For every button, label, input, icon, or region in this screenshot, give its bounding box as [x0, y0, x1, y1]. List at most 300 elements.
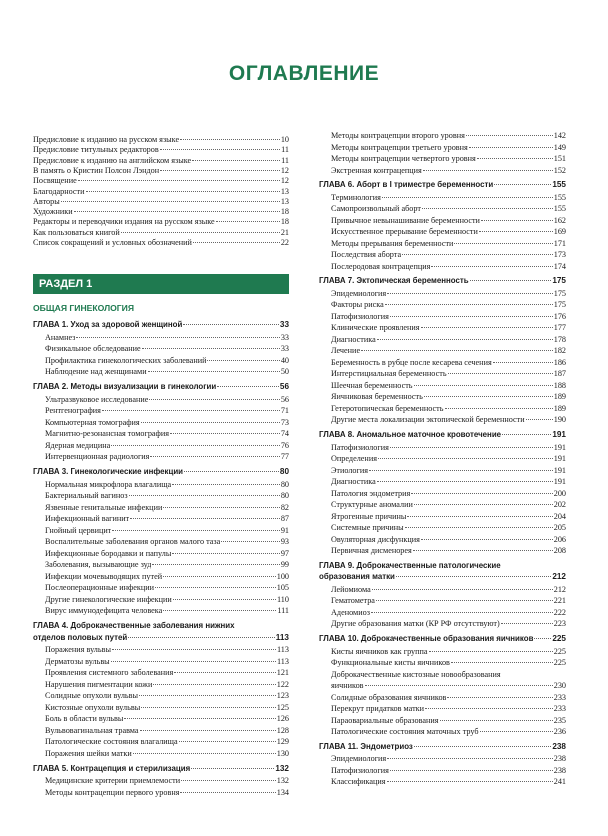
chapter-heading[interactable] [33, 382, 289, 392]
toc-page-number: 142 [553, 131, 566, 140]
toc-entry[interactable] [331, 619, 566, 629]
dot-leader [469, 147, 553, 148]
toc-entry-title: Аденомиоз [331, 607, 370, 617]
toc-entry[interactable] [331, 381, 566, 391]
toc-entry-title: Яичниковая беременность [331, 392, 423, 402]
dot-leader [470, 280, 552, 281]
toc-entry[interactable] [45, 367, 289, 377]
toc-entry-title: Рентгенография [45, 406, 101, 416]
chapter-heading[interactable] [33, 764, 289, 774]
toc-entry-title: Гетеротопическая беременность [331, 403, 444, 413]
dot-leader [192, 160, 280, 161]
toc-entry[interactable] [45, 480, 289, 490]
toc-page-number: 187 [553, 369, 566, 379]
toc-page-number: 176 [553, 311, 566, 321]
toc-page-number: 73 [280, 417, 289, 427]
dot-leader [181, 780, 276, 781]
toc-entry-title: Компьютерная томография [45, 417, 140, 427]
toc-entry[interactable] [331, 358, 566, 368]
dot-leader [184, 471, 279, 472]
toc-page-number: 13 [280, 196, 289, 206]
toc-entry-title: отделов половых путей [33, 632, 128, 642]
dot-leader [481, 220, 553, 221]
dot-leader [377, 339, 553, 340]
dot-leader [160, 149, 280, 150]
toc-page-number: 129 [276, 737, 289, 747]
dot-leader [424, 396, 553, 397]
toc-entry[interactable] [331, 289, 566, 299]
toc-entry-title: Поражения шейки матки [45, 748, 132, 758]
toc-page-number: 200 [553, 488, 566, 498]
toc-page-number: 97 [280, 548, 289, 558]
toc-entry-title: ГЛАВА 9. Доброкачественные патологические [319, 560, 501, 570]
toc-entry[interactable] [45, 491, 289, 501]
toc-entry-title: Художники [33, 207, 73, 217]
toc-entry-title: Методы контрацепции второго уровня [331, 131, 465, 140]
toc-page-number: 155 [553, 192, 566, 202]
toc-entry[interactable] [45, 788, 289, 798]
toc-entry-title: Другие места локализации эктопической беременности [331, 415, 525, 425]
front-matter-entry[interactable] [33, 187, 289, 197]
toc-entry-title: Кисты яичников как группа [331, 646, 428, 656]
toc-entry-title: ГЛАВА 2. Методы визуализации в гинекологии [33, 382, 217, 392]
dot-leader [493, 362, 553, 363]
dot-leader [371, 612, 553, 613]
toc-entry[interactable] [331, 716, 566, 726]
toc-entry[interactable] [331, 415, 566, 425]
dot-leader [102, 410, 280, 411]
toc-page-number: 11 [281, 145, 289, 155]
toc-page-number: 123 [276, 691, 289, 701]
toc-page-number: 238 [553, 754, 566, 764]
toc-entry[interactable] [331, 535, 566, 545]
dot-leader [191, 768, 274, 769]
toc-page-number: 126 [276, 714, 289, 724]
toc-entry-title: Беременность в рубце после кесарева сечения [331, 357, 492, 367]
dot-leader [112, 649, 276, 650]
dot-leader [207, 360, 279, 361]
front-matter-entry[interactable] [33, 135, 289, 145]
toc-page-number: 174 [553, 261, 566, 271]
chapter-heading[interactable] [319, 634, 566, 644]
toc-entry[interactable] [331, 143, 566, 153]
toc-entry[interactable] [45, 356, 289, 366]
toc-page-number: 11 [281, 155, 289, 165]
toc-page-number: 13 [280, 186, 289, 196]
chapter-heading[interactable] [33, 621, 289, 631]
dot-leader [74, 211, 280, 212]
toc-entry[interactable] [331, 323, 566, 333]
dot-leader [180, 139, 280, 140]
toc-entry-title: Вирус иммунодефицита человека [45, 606, 163, 616]
toc-page-number: 33 [279, 320, 289, 329]
toc-entry-title: Послеродовая контрацепция [331, 261, 431, 271]
dot-leader [445, 408, 553, 409]
toc-entry[interactable] [331, 335, 566, 345]
toc-entry-title: ГЛАВА 4. Доброкачественные заболевания нижних [33, 621, 235, 631]
toc-page-number: 205 [553, 523, 566, 533]
toc-entry-title: Язвенные генитальные инфекции [45, 502, 163, 512]
toc-page-number: 33 [280, 332, 289, 342]
toc-entry-title: Список сокращений и условных обозначений [33, 238, 192, 247]
dot-leader [139, 695, 276, 696]
dot-leader [160, 170, 280, 171]
dot-leader [172, 553, 279, 554]
toc-entry-title: Дерматозы вульвы [45, 656, 110, 666]
front-matter-entry[interactable] [33, 166, 289, 176]
dot-leader [180, 792, 275, 793]
dot-leader [183, 324, 279, 325]
dot-leader [155, 587, 276, 588]
toc-entry[interactable] [45, 691, 289, 701]
toc-entry[interactable] [45, 526, 289, 536]
toc-page-number: 189 [553, 392, 566, 402]
toc-entry-title: Эпидемиология [331, 754, 387, 764]
toc-page-number: 175 [553, 300, 566, 310]
toc-entry-title: Клинические проявления [331, 323, 420, 333]
toc-entry[interactable] [45, 395, 289, 405]
toc-entry[interactable] [331, 193, 566, 203]
toc-page-number: 238 [552, 741, 566, 751]
toc-entry[interactable] [45, 680, 289, 690]
dot-leader [413, 550, 553, 551]
toc-entry[interactable] [331, 300, 566, 310]
toc-page-number: 175 [552, 276, 566, 286]
toc-entry-title: Медицинские критерии приемлемости [45, 776, 181, 786]
toc-entry-title: Магнитно-резонансная томография [45, 429, 170, 439]
toc-page-number: 110 [277, 594, 289, 604]
toc-entry[interactable] [331, 262, 566, 272]
dot-leader [396, 576, 551, 577]
toc-entry[interactable] [331, 693, 566, 703]
toc-entry[interactable] [331, 670, 566, 680]
chapter-heading[interactable] [319, 180, 566, 190]
toc-entry[interactable] [45, 583, 289, 593]
toc-page-number: 186 [553, 357, 566, 367]
front-matter-entry[interactable] [33, 145, 289, 155]
toc-entry[interactable] [45, 549, 289, 559]
toc-page-number: 212 [552, 572, 566, 582]
toc-entry[interactable] [331, 608, 566, 618]
toc-page-number: 113 [275, 632, 289, 642]
dot-leader [112, 530, 280, 531]
toc-entry[interactable] [331, 227, 566, 237]
toc-page-number: 71 [280, 406, 289, 416]
toc-page-number: 173 [553, 250, 566, 260]
dot-leader [217, 386, 279, 387]
dot-leader [466, 135, 553, 136]
toc-entry[interactable] [45, 703, 289, 713]
dot-leader [129, 495, 280, 496]
toc-entry[interactable] [45, 441, 289, 451]
dot-leader [179, 741, 276, 742]
toc-entry[interactable] [45, 503, 289, 513]
toc-entry-title: Редакторы и переводчики издания на русском языке [33, 217, 215, 227]
dot-leader [153, 684, 275, 685]
toc-entry[interactable] [331, 392, 566, 402]
toc-entry[interactable] [45, 537, 289, 547]
toc-entry-title: Нарушения пигментации кожи [45, 679, 153, 689]
dot-leader [130, 518, 280, 519]
toc-entry-title: Перекрут придатков матки [331, 704, 425, 713]
toc-entry-title: Интерстициальная беременность [331, 369, 447, 379]
toc-entry-title: яичников [331, 681, 364, 690]
toc-entry[interactable] [331, 477, 566, 487]
dot-leader [361, 350, 553, 351]
toc-page-number: 178 [553, 334, 566, 344]
toc-entry[interactable] [331, 369, 566, 379]
toc-entry[interactable] [331, 239, 566, 249]
toc-entry[interactable] [331, 312, 566, 322]
dot-leader [149, 399, 279, 400]
toc-entry-title: ГЛАВА 5. Контрацепция и стерилизация [33, 763, 191, 773]
toc-page-number: 91 [280, 525, 289, 535]
toc-entry-title: Благодарности [33, 186, 85, 196]
toc-entry[interactable] [331, 546, 566, 556]
toc-entry[interactable] [331, 443, 566, 453]
toc-entry-title: Гнойный цервицит [45, 525, 112, 535]
dot-leader [163, 610, 276, 611]
toc-entry-title: Авторы [33, 196, 60, 206]
toc-page-number: 76 [280, 440, 289, 450]
toc-entry[interactable] [331, 250, 566, 260]
section-subtitle: ОБЩАЯ ГИНЕКОЛОГИЯ [33, 303, 135, 313]
toc-page-number: 99 [280, 560, 289, 570]
toc-entry[interactable] [331, 727, 566, 737]
dot-leader [448, 373, 553, 374]
toc-entry-title: ГЛАВА 8. Аномальное маточное кровотечение [319, 430, 502, 440]
toc-page-number: 189 [553, 403, 566, 413]
toc-entry[interactable] [331, 454, 566, 464]
toc-page-number: 221 [553, 596, 566, 606]
toc-page-number: 152 [553, 165, 566, 175]
toc-entry[interactable] [45, 726, 289, 736]
dot-leader [163, 576, 276, 577]
toc-entry[interactable] [331, 754, 566, 764]
toc-entry-title: Предисловие к изданию на русском языке [33, 135, 180, 144]
toc-page-number: 175 [553, 288, 566, 298]
toc-entry-cont[interactable] [331, 681, 566, 691]
dot-leader [387, 758, 553, 759]
dot-leader [163, 507, 279, 508]
toc-entry[interactable] [45, 749, 289, 759]
toc-entry-title: Первичная дисменорея [331, 546, 412, 556]
front-matter-entry[interactable] [33, 238, 289, 248]
toc-entry[interactable] [45, 418, 289, 428]
dot-leader [170, 433, 280, 434]
toc-page-number: 238 [553, 765, 566, 775]
toc-entry[interactable] [331, 512, 566, 522]
chapter-heading[interactable] [319, 561, 566, 571]
toc-page-number: 21 [280, 227, 289, 237]
toc-page-number: 162 [553, 215, 566, 225]
toc-page-number: 191 [552, 430, 566, 440]
toc-entry[interactable] [45, 714, 289, 724]
toc-entry-title: Гематометра [331, 596, 375, 606]
section-banner: РАЗДЕЛ 1 [33, 274, 289, 294]
chapter-heading[interactable] [33, 320, 289, 330]
toc-entry-title: Бактериальный вагиноз [45, 491, 128, 501]
dot-leader [124, 718, 275, 719]
toc-entry-title: Вульвовагинальная травма [45, 725, 139, 735]
chapter-heading-cont[interactable] [319, 572, 566, 582]
toc-page-number: 100 [276, 571, 289, 581]
toc-entry-title: Методы контрацепции четвертого уровня [331, 154, 476, 163]
dot-leader [494, 184, 551, 185]
chapter-heading[interactable] [319, 742, 566, 752]
toc-entry[interactable] [331, 766, 566, 776]
dot-leader [385, 304, 553, 305]
front-matter-entry[interactable] [33, 228, 289, 238]
toc-entry-title: Ультразвуковое исследование [45, 394, 149, 404]
toc-page-number: 171 [553, 238, 566, 248]
toc-entry-title: Диагностика [331, 477, 376, 487]
dot-leader [390, 316, 553, 317]
dot-leader [378, 458, 553, 459]
front-matter-entry[interactable] [33, 217, 289, 227]
toc-page-number: 191 [553, 477, 566, 487]
toc-entry[interactable] [331, 166, 566, 176]
dot-leader [431, 266, 552, 267]
toc-page-number: 132 [276, 776, 289, 786]
chapter-heading[interactable] [319, 430, 566, 440]
dot-leader [382, 197, 553, 198]
dot-leader [447, 697, 552, 698]
toc-entry[interactable] [45, 452, 289, 462]
chapter-heading-cont[interactable] [33, 633, 289, 643]
toc-entry[interactable] [45, 560, 289, 570]
dot-leader [501, 623, 553, 624]
toc-entry-title: Предисловие титульных редакторов [33, 145, 159, 155]
toc-entry[interactable] [45, 776, 289, 786]
toc-page-number: 204 [553, 511, 566, 521]
toc-entry[interactable] [331, 204, 566, 214]
toc-entry[interactable] [331, 216, 566, 226]
chapter-heading[interactable] [33, 467, 289, 477]
toc-entry[interactable] [331, 523, 566, 533]
dot-leader [405, 527, 553, 528]
toc-entry-title: Инфекционные бородавки и папулы [45, 548, 172, 558]
toc-page-number: 113 [277, 645, 289, 655]
toc-entry[interactable] [45, 344, 289, 354]
toc-page-number: 10 [280, 135, 289, 144]
toc-entry-title: Ядерная медицина [45, 440, 111, 450]
toc-entry[interactable] [331, 647, 566, 657]
toc-entry[interactable] [45, 333, 289, 343]
toc-entry[interactable] [331, 500, 566, 510]
dot-leader [423, 170, 553, 171]
dot-leader [454, 243, 552, 244]
toc-entry-title: ГЛАВА 3. Гинекологические инфекции [33, 467, 184, 477]
dot-leader [422, 208, 553, 209]
toc-page-number: 87 [280, 514, 289, 524]
toc-page-number: 149 [553, 142, 566, 152]
toc-page-number: 191 [553, 454, 566, 464]
toc-entry[interactable] [331, 154, 566, 164]
dot-leader [387, 293, 553, 294]
toc-entry-title: Лейомиома [331, 584, 371, 594]
dot-leader [390, 447, 553, 448]
toc-entry[interactable] [331, 131, 566, 141]
dot-leader [414, 385, 553, 386]
toc-page-number: 151 [553, 154, 566, 163]
toc-entry-title: Параовариальные образования [331, 715, 439, 725]
toc-entry-title: Терминология [331, 192, 381, 202]
toc-page-number: 77 [280, 452, 289, 462]
toc-entry[interactable] [45, 657, 289, 667]
toc-entry[interactable] [331, 777, 566, 787]
dot-leader [429, 651, 553, 652]
toc-entry[interactable] [331, 466, 566, 476]
toc-page-number: 121 [276, 668, 289, 678]
toc-entry[interactable] [45, 572, 289, 582]
dot-leader [402, 254, 553, 255]
toc-page-number: 130 [276, 748, 289, 758]
dot-leader [414, 746, 551, 747]
toc-entry[interactable] [331, 346, 566, 356]
toc-entry-title: Солидные опухоли вульвы [45, 691, 138, 701]
toc-entry[interactable] [45, 645, 289, 655]
dot-leader [221, 541, 280, 542]
toc-page-number: 191 [553, 465, 566, 475]
dot-leader [390, 770, 553, 771]
toc-page-number: 225 [553, 658, 566, 667]
toc-entry[interactable] [45, 406, 289, 416]
toc-entry[interactable] [45, 514, 289, 524]
dot-leader [216, 221, 280, 222]
toc-page-number: 222 [553, 607, 566, 617]
front-matter-entry[interactable] [33, 197, 289, 207]
dot-leader [78, 180, 280, 181]
toc-entry[interactable] [45, 737, 289, 747]
toc-page-number: 33 [280, 344, 289, 353]
toc-page-number: 80 [280, 491, 289, 501]
toc-entry[interactable] [331, 658, 566, 668]
front-matter-entry[interactable] [33, 156, 289, 166]
dot-leader [526, 419, 553, 420]
toc-entry-title: Анамнез [45, 332, 76, 342]
toc-entry-title: Солидные образования яичников [331, 692, 447, 702]
toc-page-number: 12 [280, 165, 289, 175]
front-matter-entry[interactable] [33, 176, 289, 186]
toc-page-number: 233 [553, 692, 566, 702]
toc-entry-title: Наблюдение над женщинами [45, 367, 147, 376]
toc-page-number: 128 [276, 725, 289, 735]
dot-leader [479, 231, 553, 232]
dot-leader [141, 707, 276, 708]
toc-page-number: 202 [553, 500, 566, 510]
toc-page-number: 134 [276, 787, 289, 797]
dot-leader [534, 638, 551, 639]
toc-entry[interactable] [45, 668, 289, 678]
toc-entry[interactable] [331, 489, 566, 499]
toc-entry[interactable] [331, 404, 566, 414]
toc-entry-title: Физикальное обследование [45, 344, 141, 353]
toc-entry-title: Привычное невынашивание беременности [331, 215, 480, 225]
toc-entry[interactable] [331, 596, 566, 606]
toc-entry[interactable] [331, 585, 566, 595]
toc-entry[interactable] [45, 429, 289, 439]
toc-entry[interactable] [331, 704, 566, 714]
toc-entry[interactable] [45, 595, 289, 605]
dot-leader [173, 599, 276, 600]
front-matter-entry[interactable] [33, 207, 289, 217]
toc-entry-title: ГЛАВА 10. Доброкачественные образования яичников [319, 634, 534, 643]
toc-page-number: 235 [553, 715, 566, 725]
chapter-heading[interactable] [319, 276, 566, 286]
toc-entry[interactable] [45, 606, 289, 616]
toc-page-number: 111 [277, 606, 289, 616]
